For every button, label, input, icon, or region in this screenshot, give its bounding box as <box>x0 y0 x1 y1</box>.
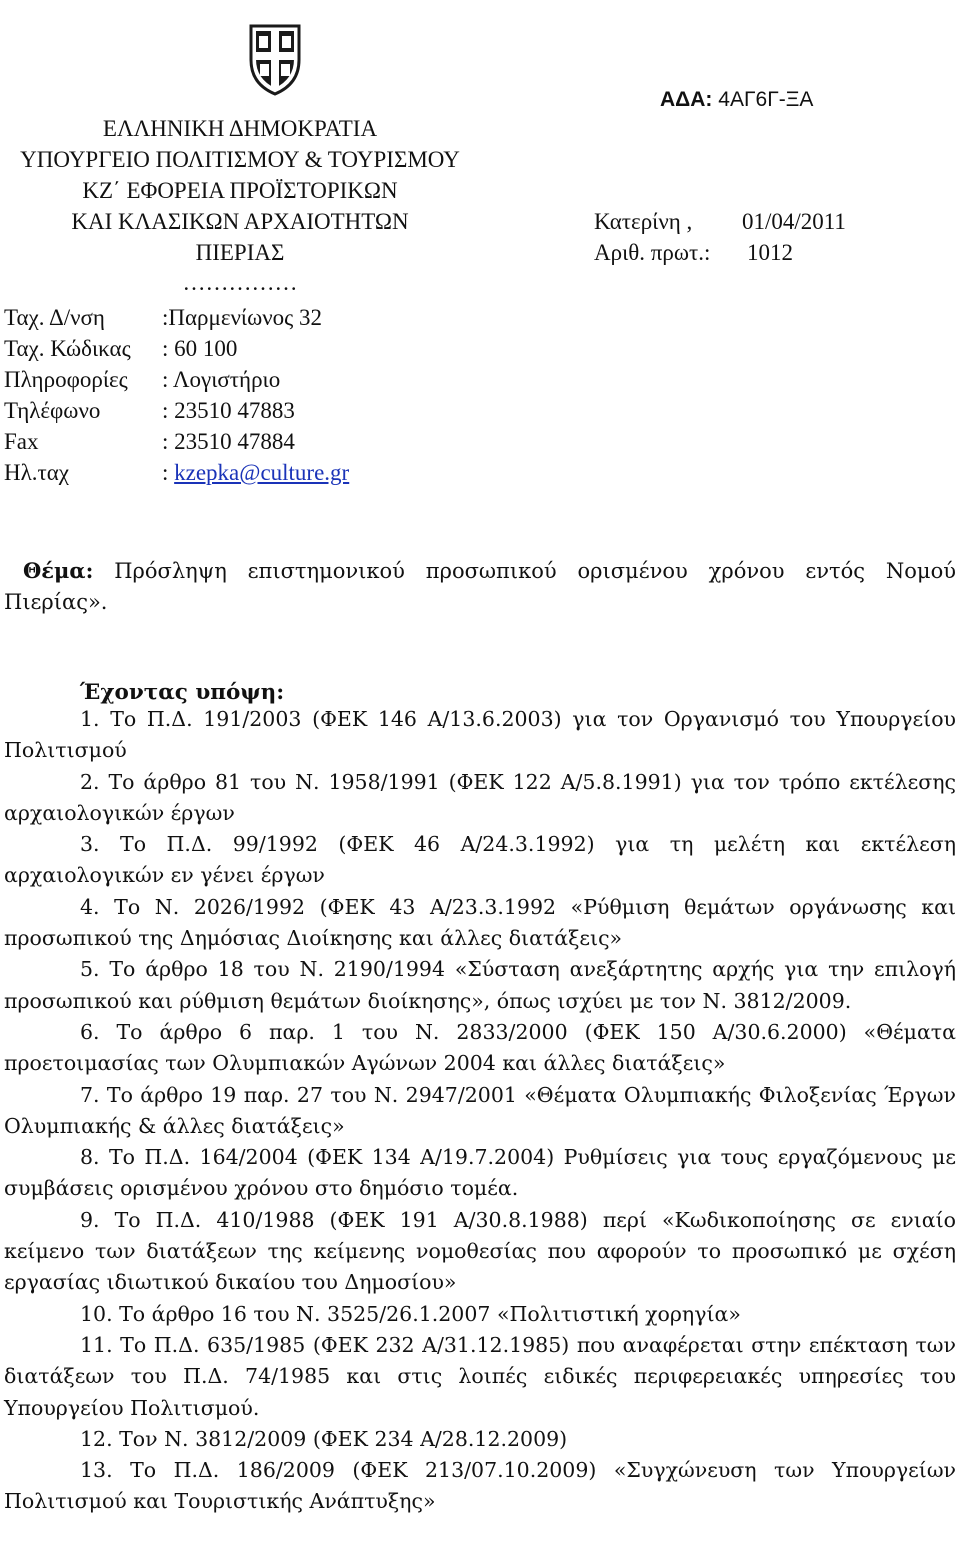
org-line-5: ΠΙΕΡΙΑΣ <box>195 240 285 265</box>
org-line-3: ΚΖ΄ ΕΦΟΡΕΙΑ ΠΡΟΪΣΤΟΡΙΚΩΝ <box>82 178 398 203</box>
contact-label-fax: Fax <box>4 429 39 454</box>
email-link[interactable]: kzepka@culture.gr <box>174 460 350 485</box>
list-item: 4. Το Ν. 2026/1992 (ΦΕΚ 43 Α/23.3.1992 «Ρύθμιση θεμάτων οργάνωσης και προσωπικού της Δημόσιας Διοίκησης και άλλες διατάξεις» <box>4 894 956 951</box>
list-item: 11. Το Π.Δ. 635/1985 (ΦΕΚ 232 Α/31.12.1985) που αναφέρεται στην επέκταση των διατάξεων του Π.Δ. 74/1985 και στις λοιπές ειδικές περιφερειακές υπηρεσίες του Υπουργείου Πολιτισμού. <box>4 1332 956 1420</box>
ada-code <box>660 88 813 112</box>
subject-label: Θέμα: <box>23 558 94 583</box>
list-item: 9. Το Π.Δ. 410/1988 (ΦΕΚ 191 Α/30.8.1988) περί «Κωδικοποίησης σε ενιαίο κείμενο των διατάξεων της κείμενης νομοθεσίας που αφορούν το προσωπικό με σχέση εργασίας ιδιωτικού δικαίου του Δημοσίου» <box>4 1207 956 1295</box>
list-item: 1. Το Π.Δ. 191/2003 (ΦΕΚ 146 Α/13.6.2003) για τον Οργανισμό του Υπουργείου Πολιτισμού <box>4 707 956 763</box>
contact-value-info: : Λογιστήριο <box>162 367 281 392</box>
org-line-4: ΚΑΙ ΚΛΑΣΙΚΩΝ ΑΡΧΑΙΟΤΗΤΩΝ <box>71 209 409 234</box>
contact-label-address: Ταχ. Δ/νση <box>4 305 105 330</box>
list-item: 12. Τον Ν. 3812/2009 (ΦΕΚ 234 Α/28.12.2009) <box>80 1426 568 1451</box>
document-date: 01/04/2011 <box>742 209 846 234</box>
org-line-6: …………… <box>182 270 298 295</box>
contact-value-email <box>162 460 349 486</box>
org-line-2: ΥΠΟΥΡΓΕΙΟ ΠΟΛΙΤΙΣΜΟΥ & ΤΟΥΡΙΣΜΟΥ <box>20 147 460 172</box>
list-item: 7. Το άρθρο 19 παρ. 27 του Ν. 2947/2001 «Θέματα Ολυμπιακής Φιλοξενίας Έργων Ολυμπιακής & άλλες διατάξεις» <box>4 1082 956 1138</box>
list-item: 6. Το άρθρο 6 παρ. 1 του Ν. 2833/2000 (ΦΕΚ 150 Α/30.6.2000) «Θέματα προετοιμασίας των Ολυμπιακών Αγώνων 2004 και άλλες διατάξεις» <box>4 1019 956 1076</box>
list-item: 8. Το Π.Δ. 164/2004 (ΦΕΚ 134 Α/19.7.2004) Ρυθμίσεις για τους εργαζόμενους με συμβάσεις ορισμένου χρόνου στο δημόσιο τομέα. <box>4 1145 956 1201</box>
contact-label-email: Ηλ.ταχ <box>4 460 70 485</box>
contact-label-info: Πληροφορίες <box>4 367 128 392</box>
ada-label: ΑΔΑ: <box>660 88 713 111</box>
contact-value-address: :Παρμενίωνος 32 <box>162 305 323 330</box>
protocol-label: Αριθ. πρωτ.: <box>594 240 711 265</box>
contact-label-phone: Τηλέφωνο <box>4 398 101 423</box>
email-prefix: : <box>162 460 175 485</box>
place-date-label: Κατερίνη , <box>594 209 693 234</box>
subject-paragraph <box>4 555 956 618</box>
list-item: 13. Το Π.Δ. 186/2009 (ΦΕΚ 213/07.10.2009) «Συγχώνευση των Υπουργείων Πολιτισμού και Τουριστικής Ανάπτυξης» <box>4 1458 956 1514</box>
ada-value: 4ΑΓ6Γ-ΞΑ <box>718 88 814 111</box>
considering-heading: Έχοντας υπόψη: <box>80 680 285 705</box>
contact-label-postcode: Ταχ. Κώδικας <box>4 336 131 361</box>
contact-value-phone: : 23510 47883 <box>162 398 295 423</box>
list-item: 2. Το άρθρο 81 του Ν. 1958/1991 (ΦΕΚ 122 Α/5.8.1991) για τον τρόπο εκτέλεσης αρχαιολογικών έργων <box>4 769 956 825</box>
list-item: 3. Το Π.Δ. 99/1992 (ΦΕΚ 46 Α/24.3.1992) για τη μελέτη και εκτέλεση αρχαιολογικών εν γένει έργων <box>4 832 956 888</box>
greek-coat-of-arms-emblem <box>245 22 305 96</box>
list-item: 5. Το άρθρο 18 του Ν. 2190/1994 «Σύσταση ανεξάρτητης αρχής για την επιλογή προσωπικού και ρύθμιση θεμάτων διοίκησης», όπως ισχύει με τον Ν. 3812/2009. <box>4 957 956 1013</box>
contact-value-fax: : 23510 47884 <box>162 429 295 454</box>
legal-references-list <box>4 704 956 1518</box>
subject-text: Πρόσληψη επιστημονικού προσωπικού ορισμένου χρόνου εντός Νομού Πιερίας». <box>4 559 956 615</box>
protocol-number: 1012 <box>747 240 793 265</box>
contact-value-postcode: : 60 100 <box>162 336 238 361</box>
list-item: 10. Το άρθρο 16 του Ν. 3525/26.1.2007 «Πολιτιστική χορηγία» <box>80 1301 741 1326</box>
org-line-1: ΕΛΛΗΝΙΚΗ ΔΗΜΟΚΡΑΤΙΑ <box>102 116 378 141</box>
